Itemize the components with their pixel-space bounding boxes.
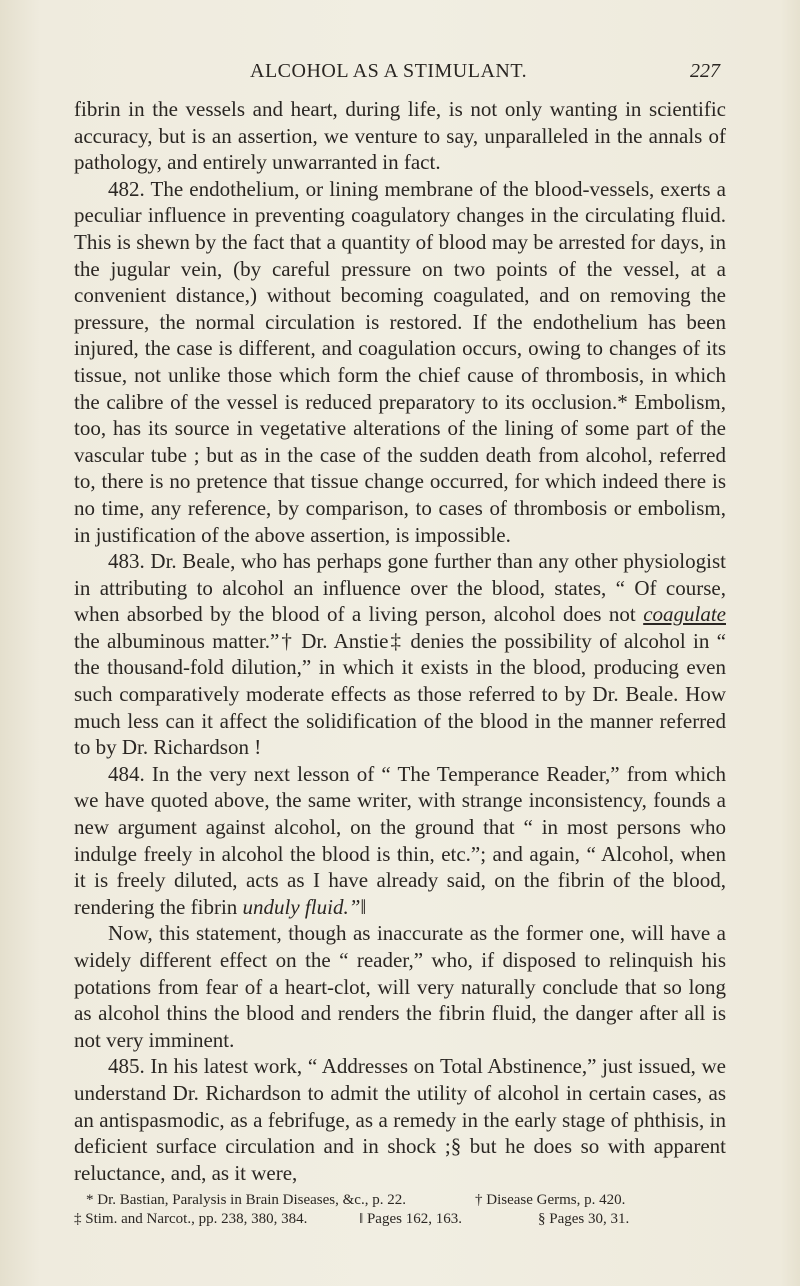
paragraph-483 <box>74 548 726 761</box>
footnote-row <box>74 1210 734 1229</box>
footnote-stim-narcot: ‡ Stim. and Narcot., pp. 238, 380, 384. <box>74 1211 308 1227</box>
footnote-bastian: * Dr. Bastian, Paralysis in Brain Diseases, &c., p. 22. <box>86 1192 406 1208</box>
page-header <box>0 60 800 90</box>
paragraph-482: 482. The endothelium, or lining membrane of the blood-vessels, exerts a peculiar influence in preventing coagulatory changes in the circulating fluid. This is shewn by the fact that a quantity of blood may be arrested for days, in the jugular vein, (by careful pressure on two points of the vessel, at a convenient distance,) without becoming coagulated, and on removing the pressure, the normal circulation is restored. If the endothelium has been injured, the case is different, and coagulation occurs, owing to changes of its tissue, not unlike those which form the chief cause of thrombosis, in which the calibre of the vessel is reduced preparatory to its occlusion.* Embolism, too, has its source in vegetative alterations of the lining of some part of the vascular tube ; but as in the case of the sudden death from alcohol, referred to, there is no pretence that tissue change occurred, for which indeed there is no time, any reference, by comparison, to cases of thrombosis or embolism, in justification of the above assertion, is impossible. <box>74 176 726 547</box>
emphasis-unduly-fluid: unduly fluid.” <box>242 894 361 919</box>
paragraph-continuation: fibrin in the vessels and heart, during life, is not only wanting in scientific accuracy, but is an assertion, we venture to say, unparalleled in the annals of pathology, and entirely unwarranted in fact. <box>74 97 726 175</box>
paragraph-485: 485. In his latest work, “ Addresses on Total Abstinence,” just issued, we understand Dr. Richardson to admit the utility of alcohol in certain cases, as an antispasmodic, as a febrifuge, as a remedy in the early stage of phthisis, in deficient surface circulation and in shock ;§ but he does so with apparent reluctance, and, as it were, <box>74 1054 726 1185</box>
paragraph-483-text-a: 483. Dr. Beale, who has perhaps gone further than any other physiologist in attributing to alcohol an influence over the blood, states, “ Of course, when absorbed by the blood of a living person, alcohol does not <box>74 549 726 627</box>
paragraph-484-text: 484. In the very next lesson of “ The Temperance Reader,” from which we have quoted above, the same writer, with strange inconsistency, founds a new argument against alcohol, on the ground that “ in most persons who indulge freely in alcohol the blood is thin, etc.”; and again, “ Alcohol, when it is freely diluted, acts as I have already said, on the fibrin of the blood, rendering the fibrin <box>74 761 726 919</box>
running-head: ALCOHOL AS A STIMULANT. <box>250 60 528 82</box>
body-text <box>74 96 726 1186</box>
footnote-marker-parallel: ‖ <box>360 894 367 919</box>
footnote-pages-162: ‖ Pages 162, 163. <box>359 1211 462 1227</box>
page-number: 227 <box>690 60 720 82</box>
paragraph-484 <box>74 761 726 921</box>
footnote-pages-30: § Pages 30, 31. <box>538 1211 630 1227</box>
emphasis-coagulate: coagulate <box>643 602 726 627</box>
footnote-disease-germs: † Disease Germs, p. 420. <box>475 1192 626 1208</box>
footnote-row <box>74 1191 734 1210</box>
paragraph-now: Now, this statement, though as inaccurate as the former one, will have a widely different effect on the “ reader,” who, if disposed to relinquish his potations from fear of a heart-clot, will very naturally conclude that so long as alcohol thins the blood and renders the fibrin fluid, the danger after all is not very imminent. <box>74 921 726 1052</box>
footnotes <box>74 1191 734 1229</box>
paragraph-483-text-b: the albuminous matter.”† Dr. Anstie‡ denies the possibility of alcohol in “ the thousand-fold dilution,” in which it exists in the blood, producing even such comparatively moderate effects as those referred to by Dr. Beale. How much less can it affect the solidification of the blood in the manner referred to by Dr. Richardson ! <box>74 628 726 760</box>
